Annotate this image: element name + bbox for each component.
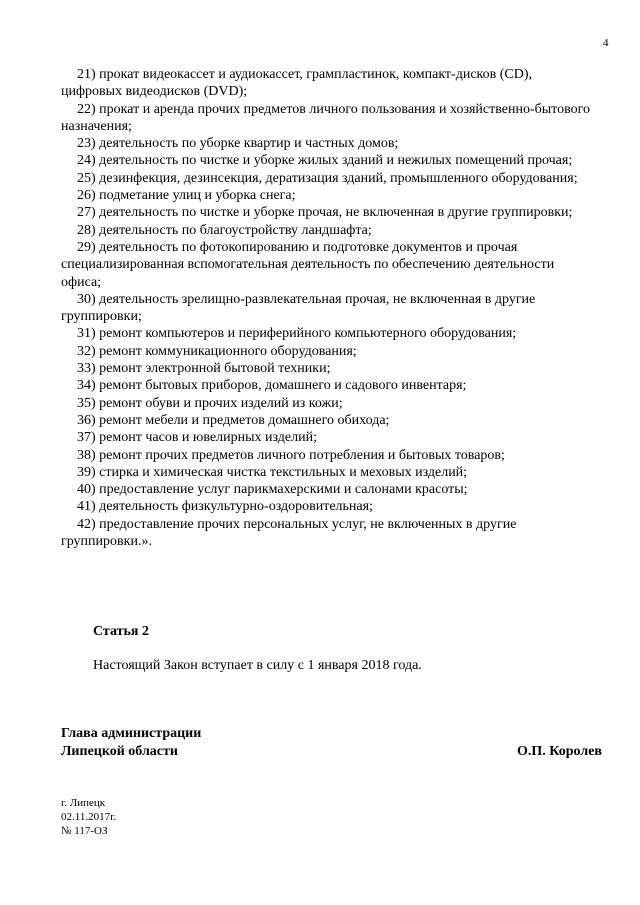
list-item: 40) предоставление услуг парикмахерскими и салонами красоты;	[77, 482, 468, 498]
list-item: 29) деятельность по фотокопированию и подготовке документов и прочая специализированная вспомогательная деятельность по обеспечению деятельности офиса;	[61, 239, 555, 290]
list-item: 39) стирка и химическая чистка текстильных и меховых изделий;	[77, 464, 468, 480]
signature-title	[61, 725, 201, 761]
document-meta	[61, 796, 116, 838]
signature-title-line: Глава администрации	[61, 726, 202, 741]
list-item: 33) ремонт электронной бытовой техники;	[77, 361, 331, 377]
list-item: 36) ремонт мебели и предметов домашнего обихода;	[77, 412, 390, 428]
activity-list	[61, 66, 596, 550]
meta-date: 02.11.2017г.	[61, 811, 117, 823]
list-item: 31) ремонт компьютеров и периферийного компьютерного оборудования;	[77, 326, 517, 342]
meta-number: № 117-ОЗ	[61, 825, 108, 837]
list-item: 26) подметание улиц и уборка снега;	[77, 188, 296, 204]
list-item: 35) ремонт обуви и прочих изделий из кожи;	[77, 395, 343, 411]
list-item: 24) деятельность по чистке и уборке жилых зданий и нежилых помещений прочая;	[77, 153, 573, 169]
article-text: Настоящий Закон вступает в силу с 1 января 2018 года.	[93, 658, 422, 673]
list-item: 27) деятельность по чистке и уборке прочая, не включенная в другие группировки;	[77, 205, 573, 221]
article-heading: Статья 2	[93, 624, 149, 639]
page-number: 4	[603, 37, 609, 49]
list-item: 42) предоставление прочих персональных услуг, не включенных в другие группировки.».	[61, 516, 517, 550]
list-item: 28) деятельность по благоустройству ландшафта;	[77, 222, 372, 238]
list-item: 30) деятельность зрелищно-развлекательная прочая, не включенная в другие группировки;	[61, 291, 536, 325]
list-item: 34) ремонт бытовых приборов, домашнего и садового инвентаря;	[77, 378, 467, 394]
list-item: 23) деятельность по уборке квартир и частных домов;	[77, 136, 399, 152]
list-item: 21) прокат видеокассет и аудиокассет, грампластинок, компакт-дисков (CD), цифровых видеодисков (DVD);	[61, 67, 533, 100]
list-item: 32) ремонт коммуникационного оборудования;	[77, 343, 357, 359]
signatory-name: О.П. Королев	[517, 744, 602, 759]
list-item: 38) ремонт прочих предметов личного потребления и бытовых товаров;	[77, 447, 505, 463]
list-item: 37) ремонт часов и ювелирных изделий;	[77, 430, 317, 446]
meta-city: г. Липецк	[61, 797, 106, 809]
signature-title-line: Липецкой области	[61, 744, 178, 759]
list-item: 22) прокат и аренда прочих предметов личного пользования и хозяйственно-бытового назначения;	[61, 101, 590, 134]
list-item: 25) дезинфекция, дезинсекция, дератизация зданий, промышленного оборудования;	[77, 170, 578, 186]
list-item: 41) деятельность физкультурно-оздоровительная;	[77, 499, 373, 515]
